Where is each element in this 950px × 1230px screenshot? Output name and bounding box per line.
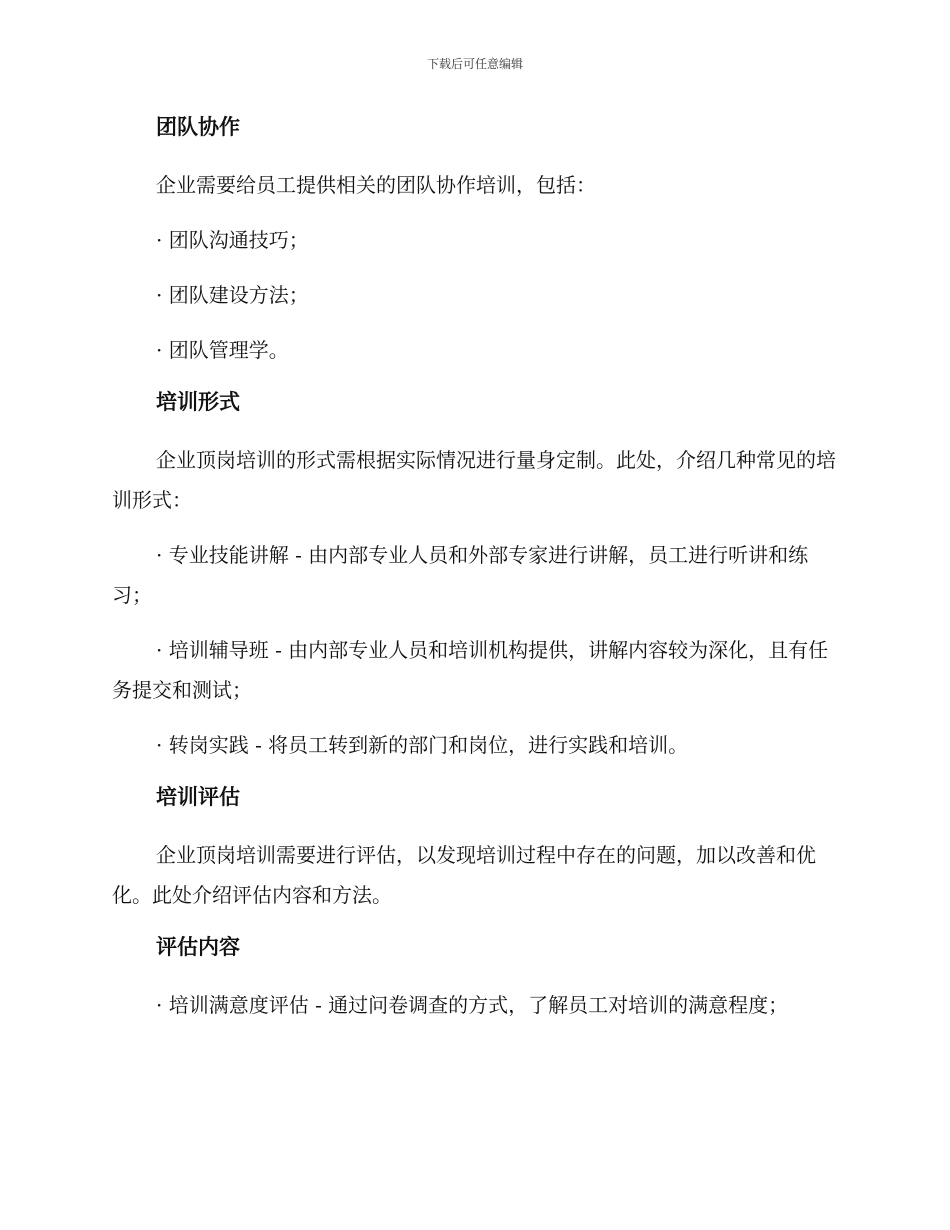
section-heading-evaluation-content: 评估内容 (156, 935, 240, 959)
list-item-team-management: · 团队管理学。 (156, 338, 289, 362)
section-heading-training-forms: 培训形式 (156, 390, 240, 414)
section-heading-team-collaboration: 团队协作 (156, 115, 240, 139)
list-item-job-rotation: · 转岗实践 - 将员工转到新的部门和岗位，进行实践和培训。 (156, 733, 689, 757)
list-item-satisfaction-evaluation: · 培训满意度评估 - 通过问卷调查的方式，了解员工对培训的满意程度； (156, 993, 789, 1017)
section-heading-training-evaluation: 培训评估 (156, 785, 240, 809)
list-item-skills-lecture: · 专业技能讲解 - 由内部专业人员和外部专家进行讲解，员工进行听讲和练习； (112, 543, 809, 607)
paragraph-training-forms-intro: 企业顶岗培训的形式需根据实际情况进行量身定制。此处，介绍几种常见的培训形式： (112, 448, 836, 512)
list-item-communication-skills: · 团队沟通技巧； (156, 228, 309, 252)
list-item-team-building: · 团队建设方法； (156, 283, 309, 307)
document-body (112, 110, 840, 1040)
list-item-tutoring-class: · 培训辅导班 - 由内部专业人员和培训机构提供，讲解内容较为深化，且有任务提交和测试； (112, 638, 829, 702)
header-note: 下载后可任意编辑 (426, 57, 523, 71)
paragraph-evaluation-intro: 企业顶岗培训需要进行评估，以发现培训过程中存在的问题，加以改善和优化。此处介绍评估内容和方法。 (112, 843, 816, 907)
paragraph-team-training-intro: 企业需要给员工提供相关的团队协作培训，包括： (156, 173, 596, 197)
